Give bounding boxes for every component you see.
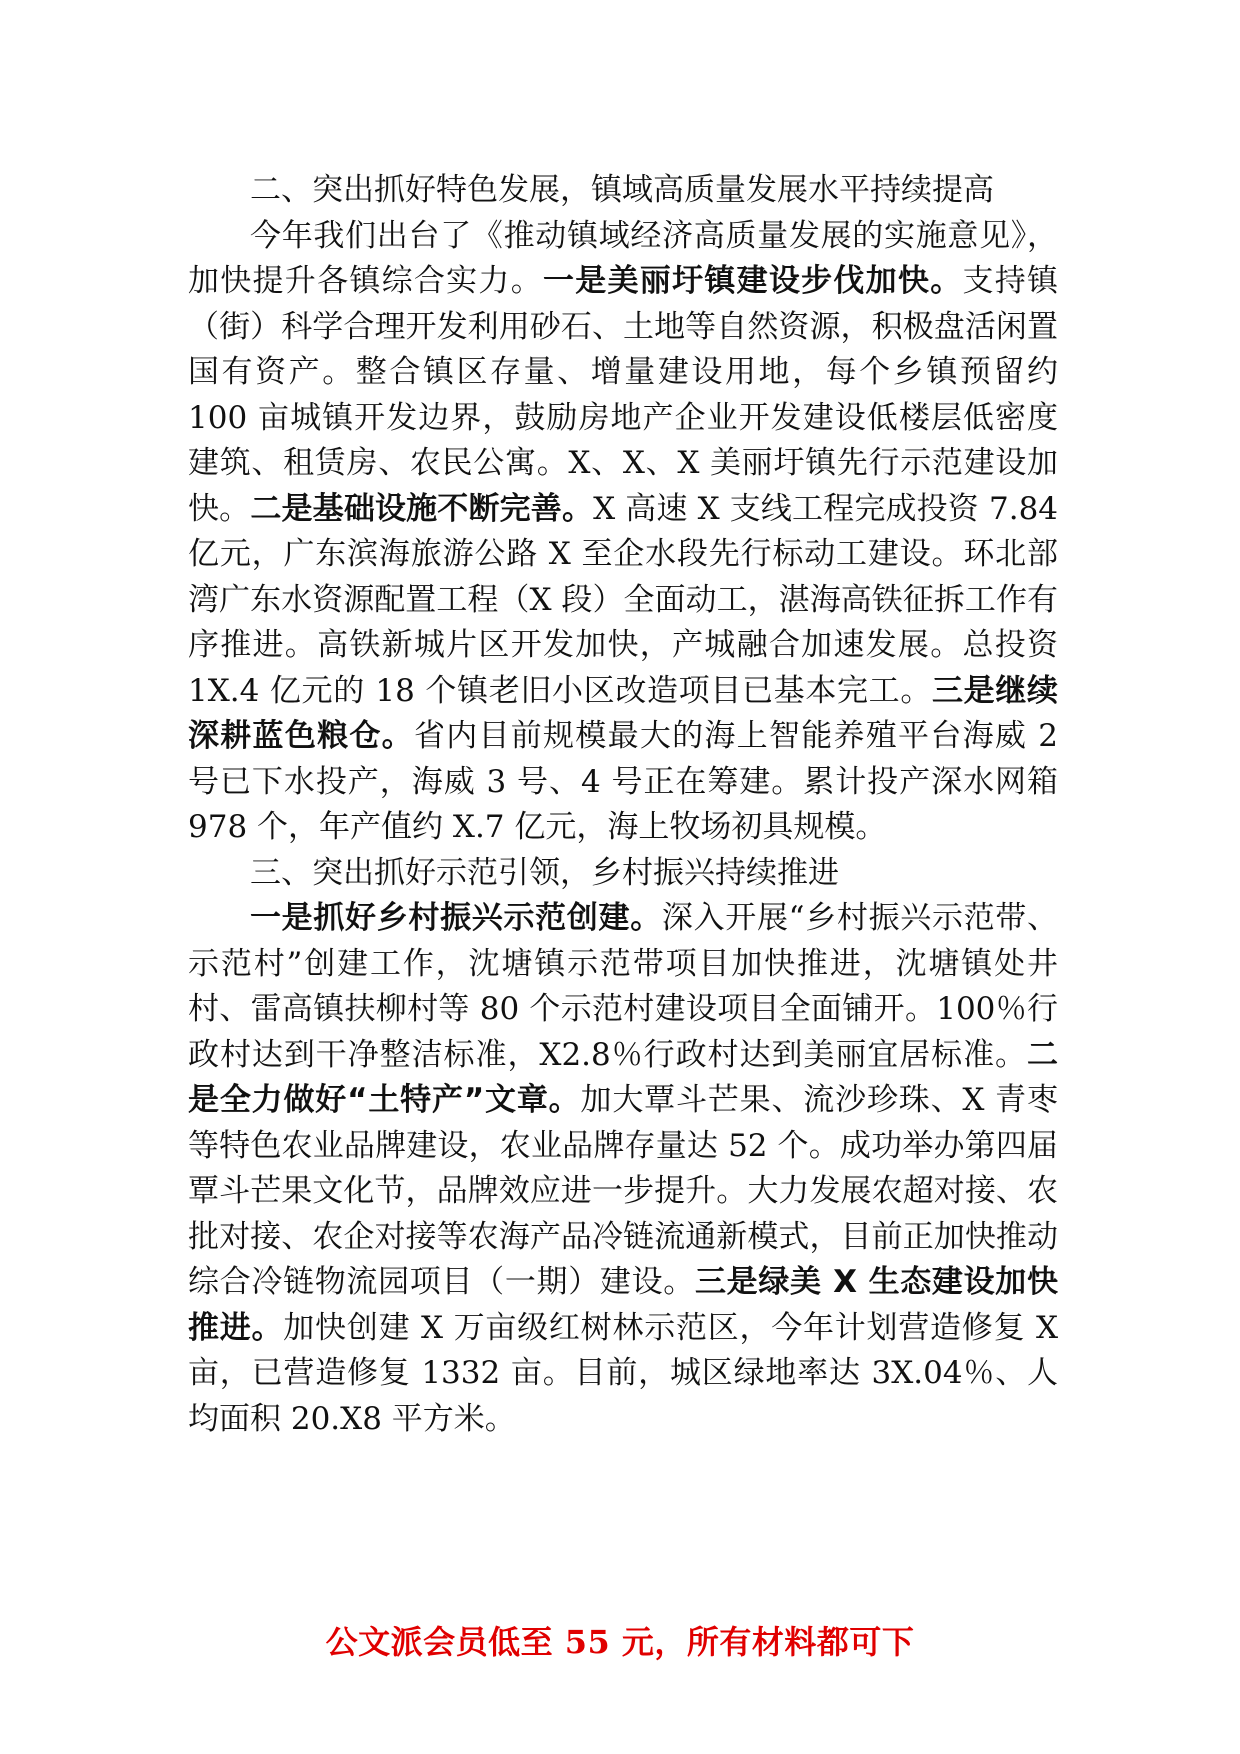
section-2-point-2-text: X 高速 X 支线工程完成投资 7.84 亿元，广东滨海旅游公路 X 至企水段先行标动工建设。环北部湾广东水资源配置工程（X 段）全面动工，湛海高铁征拆工作有序推进。高铁新城片区开发加快，产城融合加速发展。总投资 1X.4 亿元的 18 个镇老旧小区改造项目已基本完工。 bbox=[188, 490, 1059, 709]
section-2-point-1-text: 支持镇（街）科学合理开发利用砂石、土地等自然资源，积极盘活闲置国有资产。整合镇区存量、增量建设用地，每个乡镇预留约 100 亩城镇开发边界，鼓励房地产企业开发建设低楼层低密度建筑、租赁房、农民公寓。X、X、X 美丽圩镇先行示范建设加快。 bbox=[188, 263, 1059, 527]
section-3-heading: 三、突出抓好示范引领，乡村振兴持续推进 bbox=[250, 854, 839, 891]
section-3-point-1-text: 深入开展“乡村振兴示范带、示范村”创建工作，沈塘镇示范带项目加快推进，沈塘镇处井村、雷高镇扶柳村等 80 个示范村建设项目全面铺开。100％行政村达到干净整洁标准，X2.8％行政村达到美丽宜居标准。 bbox=[188, 900, 1058, 1073]
section-3-point-1-title: 一是抓好乡村振兴示范创建。 bbox=[250, 900, 662, 936]
section-3-point-2-title: 二是全力做好“土特产”文章。 bbox=[188, 1036, 1058, 1118]
section-2-point-1-title: 一是美丽圩镇建设步伐加快。 bbox=[542, 263, 963, 299]
section-2-point-2-title: 二是基础设施不断完善。 bbox=[250, 490, 594, 527]
document-body bbox=[188, 168, 1058, 1442]
section-2-point-3-text: 省内目前规模最大的海上智能养殖平台海威 2 号已下水投产，海威 3 号、4 号正在筹建。累计投产深水网箱 978 个，年产值约 X.7 亿元，海上牧场初具规模。 bbox=[188, 718, 1059, 845]
section-3-point-3-text: 加快创建 X 万亩级红树林示范区，今年计划营造修复 X 亩，已营造修复 1332 亩。目前，城区绿地率达 3X.04％、人均面积 20.X8 平方米。 bbox=[188, 1309, 1059, 1437]
section-3-paragraph bbox=[188, 896, 1058, 1442]
section-2-heading: 二、突出抓好特色发展，镇域高质量发展水平持续提高 bbox=[250, 172, 994, 208]
section-2-point-3-title: 三是继续深耕蓝色粮仓。 bbox=[188, 672, 1058, 754]
promo-footer: 公文派会员低至 55 元，所有材料都可下 bbox=[325, 1623, 915, 1661]
section-3-point-3-title: 三是绿美 X 生态建设加快推进。 bbox=[188, 1264, 1058, 1346]
section-3-point-2-text: 加大覃斗芒果、流沙珍珠、X 青枣等特色农业品牌建设，农业品牌存量达 52 个。成功举办第四届覃斗芒果文化节，品牌效应进一步提升。大力发展农超对接、农批对接、农企对接等农海产品冷链流通新模式，目前正加快推动综合冷链物流园项目（一期）建设。 bbox=[188, 1082, 1058, 1300]
section-2-paragraph bbox=[188, 214, 1058, 851]
section-2-intro: 今年我们出台了《推动镇域经济高质量发展的实施意见》，加快提升各镇综合实力。 bbox=[188, 217, 1058, 299]
